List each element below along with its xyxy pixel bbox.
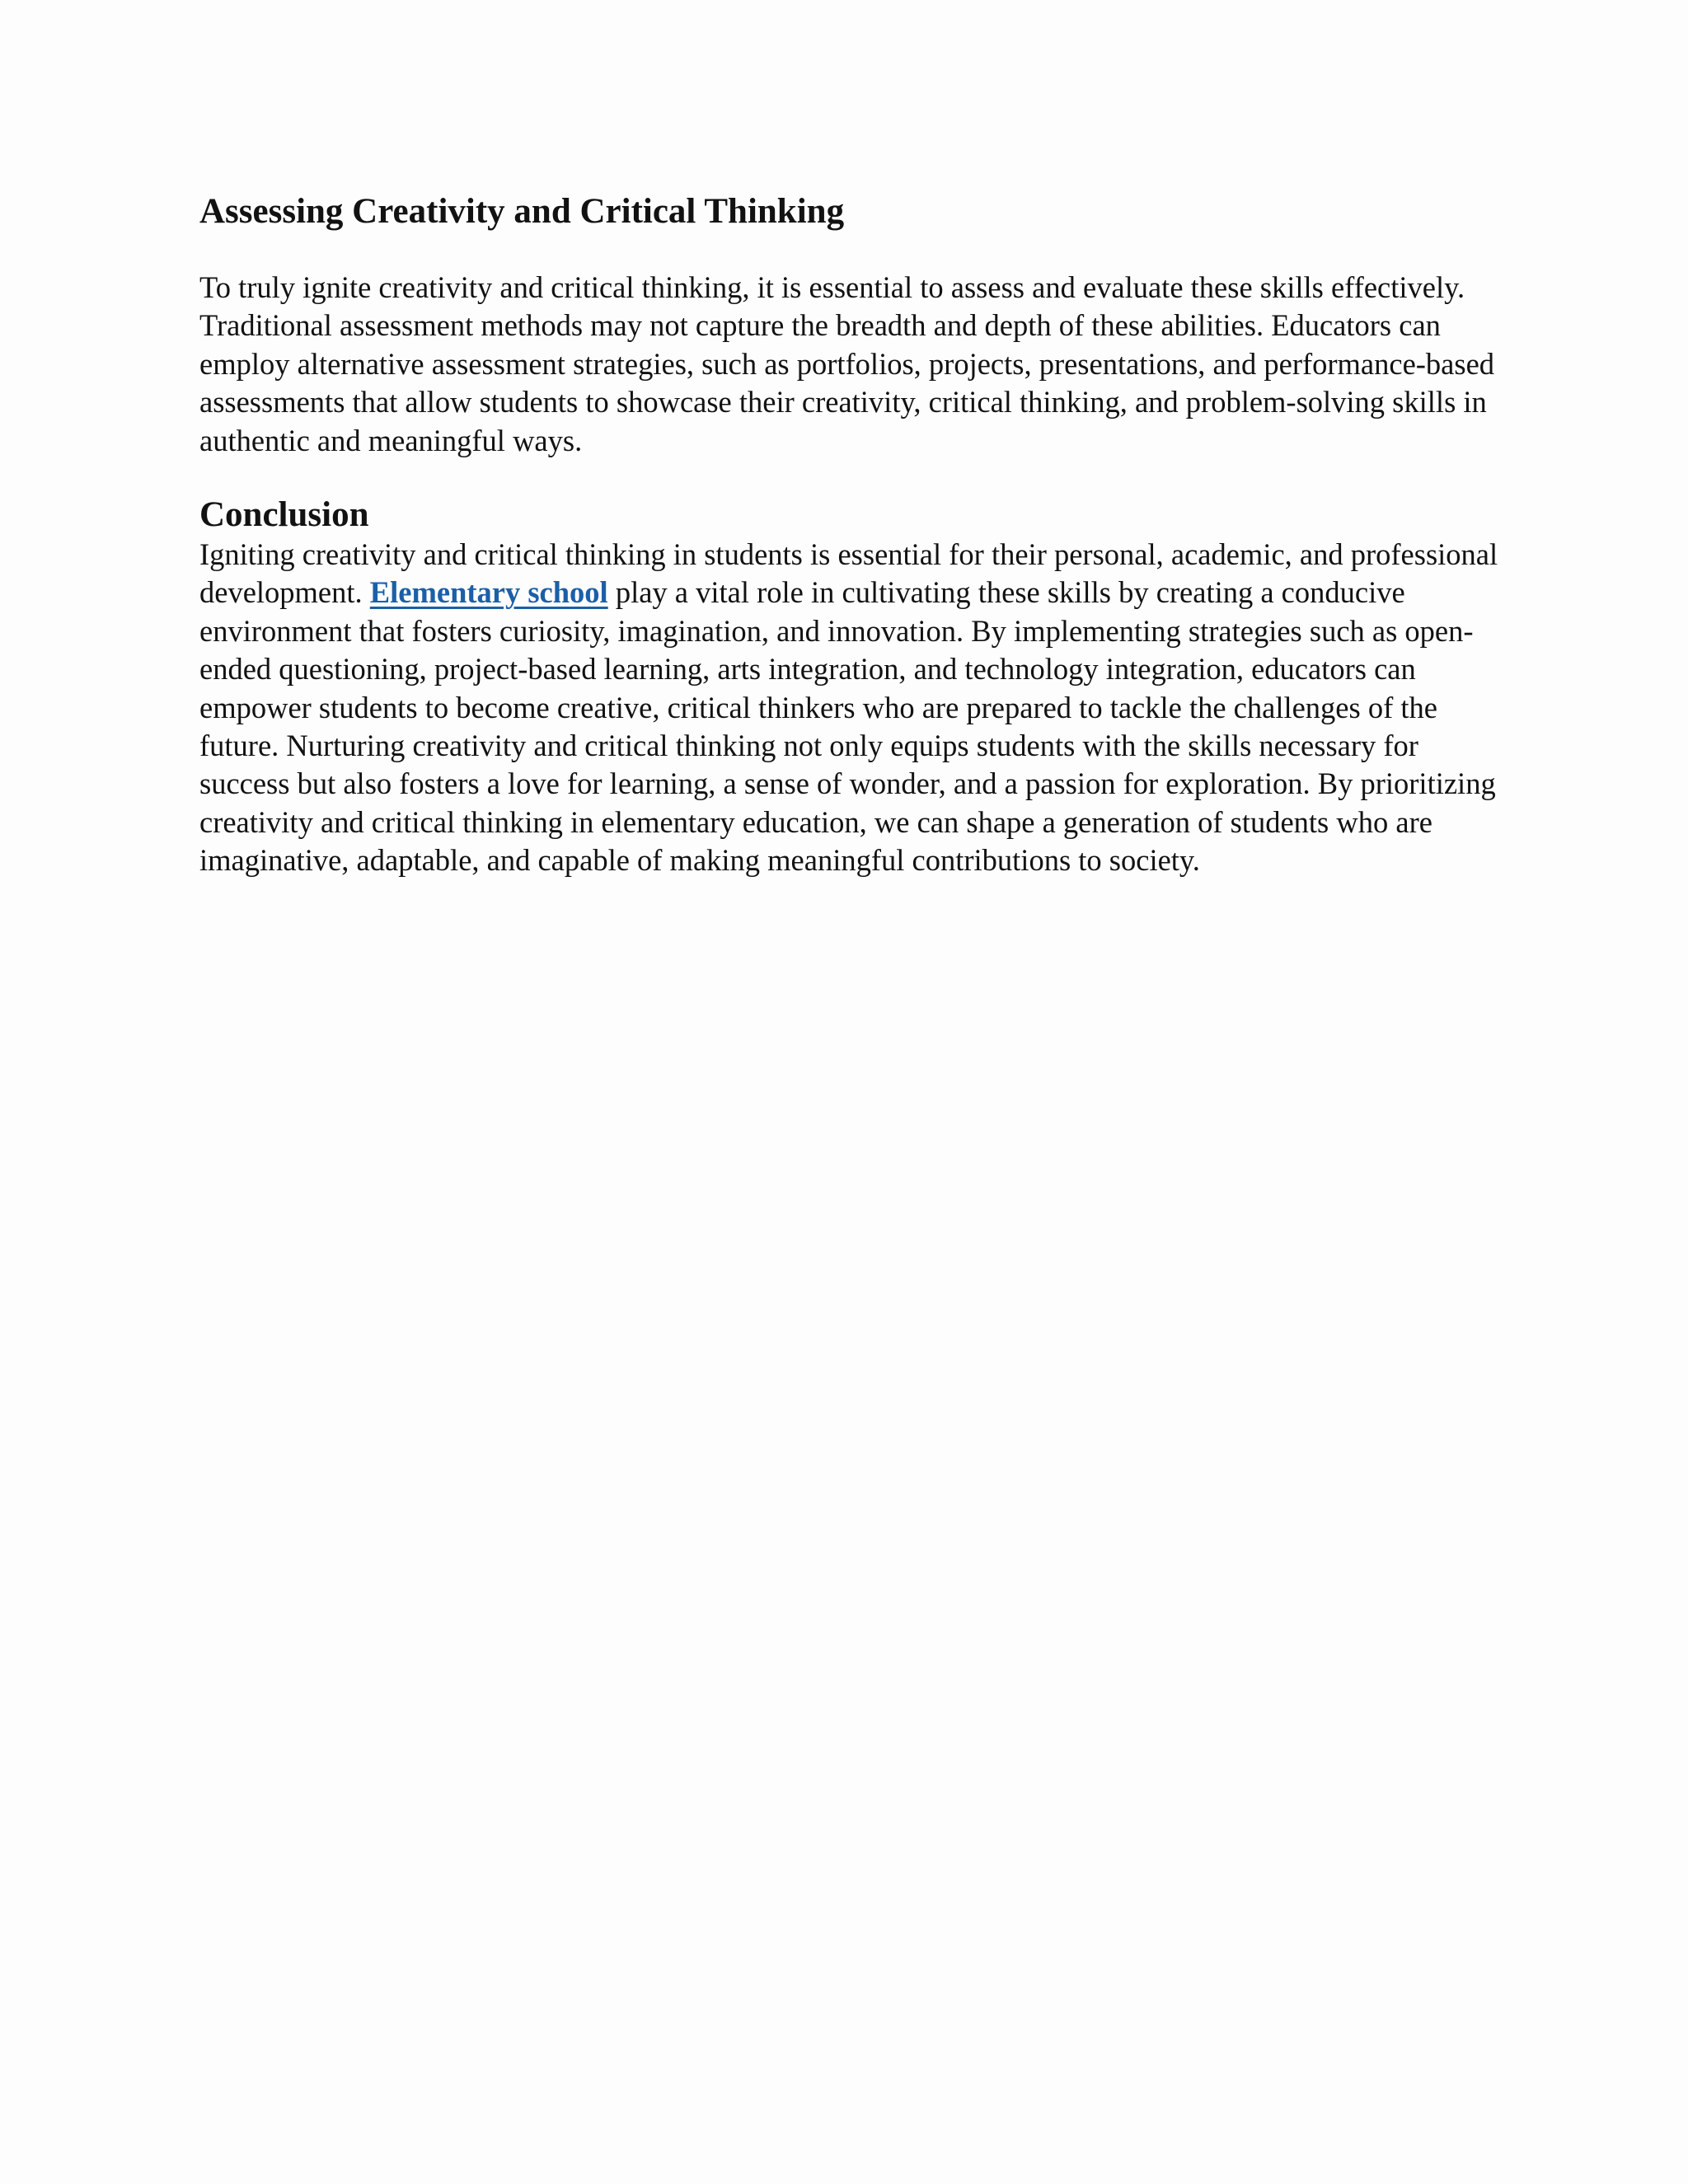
section-heading-conclusion: Conclusion <box>199 495 369 535</box>
section-paragraph-assessing: To truly ignite creativity and critical thinking, it is essential to assess and evaluate these skills effectively. Traditional assessment methods may not capture the breadth and depth of these abilities. Educators can employ alternative assessment strategies, such as portfolios, projects, presentations, and performance-based assessments that allow students to showcase their creativity, critical thinking, and problem-solving skills in authentic and meaningful ways. <box>199 270 1495 457</box>
section-heading-assessing: Assessing Creativity and Critical Thinking <box>199 192 845 231</box>
conclusion-text-after-link: play a vital role in cultivating these skills by creating a conducive environment that fosters curiosity, imagination, and innovation. By implementing strategies such as open-ended questioning, project-based learning, arts integration, and technology integration, educators can empower students to become creative, critical thinkers who are prepared to tackle the challenges of the future. Nurturing creativity and critical thinking not only equips students with the skills necessary for success but also fosters a love for learning, a sense of wonder, and a passion for exploration. By prioritizing creativity and critical thinking in elementary education, we can shape a generation of students who are imaginative, adaptable, and capable of making meaningful contributions to society. <box>199 575 1496 878</box>
document-content <box>199 191 1502 880</box>
conclusion-text-before-link: Igniting creativity and critical thinking in students is essential for their personal, academic, and professional development. <box>199 537 1498 610</box>
section-paragraph-conclusion <box>199 536 1502 880</box>
elementary-school-link[interactable]: Elementary school <box>369 575 608 610</box>
